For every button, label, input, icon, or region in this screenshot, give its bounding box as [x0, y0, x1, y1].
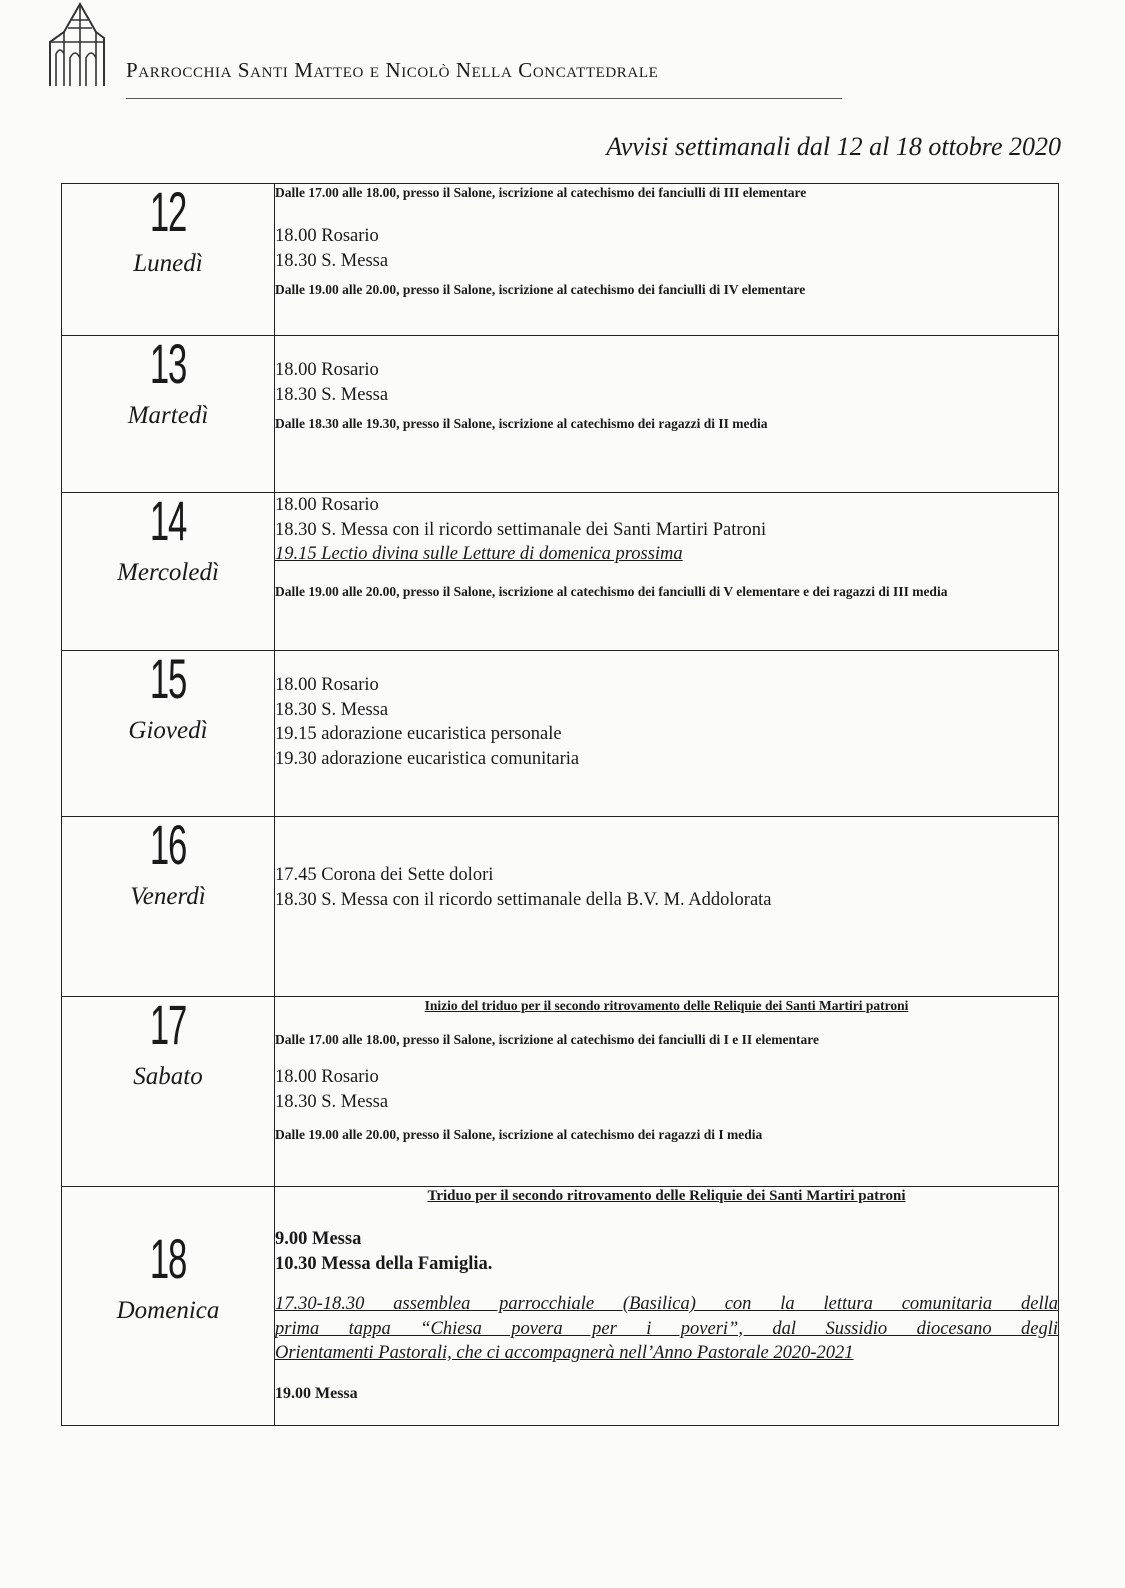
day-name: Mercoledì	[117, 559, 219, 586]
church-logo-icon	[46, 2, 108, 88]
day-cell	[62, 489, 275, 651]
day-name: Domenica	[116, 1297, 220, 1324]
day-number: 13	[149, 332, 187, 395]
day-name: Martedì	[127, 402, 209, 429]
event-line: 18.00 Rosario	[275, 675, 379, 695]
day-content	[275, 997, 1059, 1187]
day-content	[275, 184, 1059, 336]
catechism-note: Dalle 19.00 alle 20.00, presso il Salone, iscrizione al catechismo dei fanciulli di IV elementare	[275, 282, 806, 297]
event-line: 18.30 S. Messa	[275, 1091, 389, 1112]
catechism-note: Dalle 17.00 alle 18.00, presso il Salone, iscrizione al catechismo dei fanciulli di I e II elementare	[275, 1032, 819, 1047]
event-line: 18.30 S. Messa	[275, 384, 389, 405]
day-content	[275, 651, 1059, 817]
event-line: 18.30 S. Messa con il ricordo settimanale della B.V. M. Addolorata	[275, 889, 772, 910]
day-number: 14	[149, 489, 187, 552]
event-line: 18.30 S. Messa	[275, 250, 389, 271]
event-line: 19.00 Messa	[275, 1384, 358, 1402]
day-row-sunday	[62, 1187, 1059, 1426]
day-content	[275, 493, 1059, 651]
day-row-tuesday	[62, 336, 1059, 493]
day-content	[275, 817, 1059, 997]
day-name: Giovedì	[128, 717, 208, 744]
header-divider	[126, 98, 842, 99]
triduum-heading: Inizio del triduo per il secondo ritrovamento delle Reliquie dei Santi Martiri patroni	[424, 998, 909, 1013]
day-row-wednesday	[62, 493, 1059, 651]
day-name: Venerdì	[130, 883, 206, 910]
day-number: 18	[149, 1227, 187, 1290]
day-content	[275, 1187, 1059, 1426]
day-row-thursday	[62, 651, 1059, 817]
lectio-divina-line: 19.15 Lectio divina sulle Letture di domenica prossima	[275, 544, 683, 564]
day-row-friday	[62, 817, 1059, 997]
event-line: 17.45 Corona dei Sette dolori	[275, 865, 494, 885]
day-cell	[62, 993, 275, 1187]
catechism-note: Dalle 19.00 alle 20.00, presso il Salone, iscrizione al catechismo dei ragazzi di I media	[275, 1127, 763, 1142]
day-cell	[62, 332, 275, 493]
catechism-note: Dalle 17.00 alle 18.00, presso il Salone, iscrizione al catechismo dei fanciulli di III elementare	[275, 185, 807, 200]
day-number: 17	[149, 993, 187, 1056]
day-row-saturday	[62, 997, 1059, 1187]
assembly-line: 17.30-18.30 assemblea parrocchiale (Basilica) con la lettura comunitaria della	[275, 1294, 1058, 1314]
notice-title: Avvisi settimanali dal 12 al 18 ottobre 2020	[606, 132, 1061, 161]
day-row-monday	[62, 184, 1059, 336]
day-cell	[62, 1187, 275, 1426]
event-line: 19.30 adorazione eucaristica comunitaria	[275, 748, 580, 769]
event-line: 9.00 Messa	[275, 1229, 362, 1249]
event-line: 18.00 Rosario	[275, 226, 379, 246]
event-line: 18.30 S. Messa con il ricordo settimanale dei Santi Martiri Patroni	[275, 519, 767, 540]
event-line: 18.00 Rosario	[275, 1067, 379, 1087]
assembly-line: Orientamenti Pastorali, che ci accompagnerà nell’Anno Pastorale 2020-2021	[275, 1343, 854, 1363]
day-cell	[62, 647, 275, 817]
event-line: 18.00 Rosario	[275, 495, 379, 515]
event-line: 18.00 Rosario	[275, 360, 379, 380]
day-number: 12	[149, 180, 187, 243]
weekly-schedule-table	[61, 180, 1059, 1426]
day-name: Sabato	[133, 1063, 203, 1090]
day-cell	[62, 813, 275, 997]
event-line: 10.30 Messa della Famiglia.	[275, 1253, 493, 1274]
parish-name: Parrocchia Santi Matteo e Nicolò Nella Concattedrale	[126, 58, 659, 82]
triduum-heading: Triduo per il secondo ritrovamento delle Reliquie dei Santi Martiri patroni	[427, 1188, 906, 1204]
day-number: 16	[149, 813, 187, 876]
assembly-line: prima tappa “Chiesa povera per i poveri”, dal Sussidio diocesano degli	[275, 1318, 1058, 1339]
day-name: Lunedì	[133, 250, 203, 277]
day-cell	[62, 180, 275, 336]
day-content	[275, 336, 1059, 493]
page-header	[46, 0, 806, 105]
event-line: 18.30 S. Messa	[275, 699, 389, 720]
catechism-note: Dalle 18.30 alle 19.30, presso il Salone, iscrizione al catechismo dei ragazzi di II media	[275, 416, 768, 431]
catechism-note: Dalle 19.00 alle 20.00, presso il Salone, iscrizione al catechismo dei fanciulli di V elementare e dei ragazzi di III media	[275, 583, 948, 599]
event-line: 19.15 adorazione eucaristica personale	[275, 724, 562, 744]
day-number: 15	[149, 647, 187, 710]
